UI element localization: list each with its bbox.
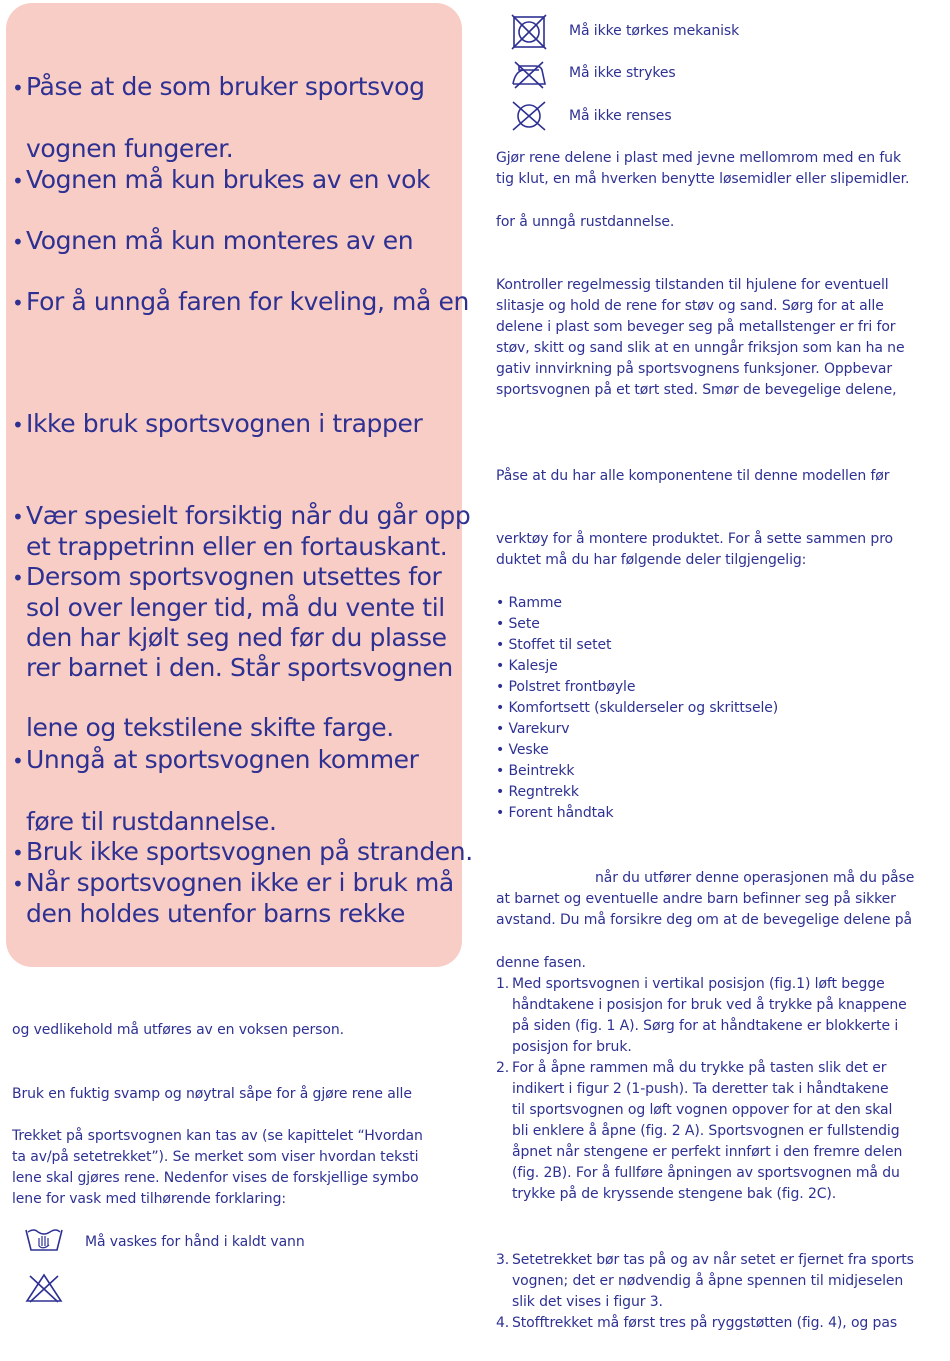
list-item: • Beintrekk — [496, 763, 575, 779]
list-item: • Varekurv — [496, 721, 570, 737]
warning-bullet-5: • Ikke bruk sportsvognen i trapper — [12, 409, 423, 438]
list-item: • Regntrekk — [496, 784, 579, 800]
no-iron-label: Må ikke strykes — [569, 65, 676, 81]
wheels-text: Kontroller regelmessig tilstanden til hjulene for eventuell slitasje og hold de rene for støv og sand. Sørg for at alle delene i plast som beveger seg på metallstenger er fri for støv, skitt og sand slik at en unngår friksjon som kan ha ne gativ innvirkning på sportsvognens funksjoner. Oppbevar sportsvognen på et tørt sted. Smør de bevegelige delene, — [496, 277, 905, 398]
warning-bullet-4: • For å unngå faren for kveling, må en — [12, 287, 469, 316]
maintenance-text: og vedlikehold må utføres av en voksen person. — [12, 1022, 344, 1038]
steps-list-1 — [496, 974, 907, 1205]
hand-wash-icon — [24, 1226, 64, 1254]
warning-bullet-7: • Dersom sportsvognen utsettes for sol over lenger tid, må du vente til den har kjølt seg ned før du plasse rer barnet i den. Står sportsvognen lene og tekstilene skifte farge. — [12, 562, 453, 742]
no-dry-clean-label: Må ikke renses — [569, 108, 672, 124]
rust-text: for å unngå rustdannelse. — [496, 214, 675, 230]
phase-text: denne fasen. — [496, 955, 586, 971]
list-item: 1. Med sportsvognen i vertikal posisjon (fig.1) løft begge håndtakene i posisjon for bruk ved å trykke på knappene på siden (fig. 1 A). Sørg for at håndtakene er blokkerte i posisjon for bruk. — [496, 976, 907, 1055]
warning-bullet-6: • Vær spesielt forsiktig når du går opp et trappetrinn eller en fortauskant. — [12, 501, 471, 561]
list-item: 3. Setetrekket bør tas på og av når setet er fjernet fra sports vognen; det er nødvendig å åpne spennen til midjeselen slik det vises i figur 3. — [496, 1252, 914, 1310]
no-tumble-dry-icon — [511, 14, 547, 50]
warning-bullet-9: • Bruk ikke sportsvognen på stranden. — [12, 837, 473, 866]
list-item: • Polstret frontbøyle — [496, 679, 636, 695]
list-item: • Forent håndtak — [496, 805, 614, 821]
warning-bullet-1: • Påse at de som bruker sportsvog vognen fungerer. — [12, 72, 425, 163]
list-item: • Komfortsett (skulderseler og skrittsele) — [496, 700, 779, 716]
parts-list — [496, 593, 778, 824]
plastic-cleaning-text: Gjør rene delene i plast med jevne mellomrom med en fuk tig klut, en må hverken benytte løsemidler eller slipemidler. — [496, 150, 910, 187]
warning-bullet-10: • Når sportsvognen ikke er i bruk må den holdes utenfor barns rekke — [12, 868, 454, 928]
list-item: • Sete — [496, 616, 540, 632]
no-dry-clean-icon — [511, 100, 547, 132]
list-item: 4. Stofftrekket må først tres på ryggstøtten (fig. 4), og pas — [496, 1315, 898, 1331]
tools-text: verktøy for å montere produktet. For å sette sammen pro duktet må du har følgende deler tilgjengelig: — [496, 531, 894, 568]
components-text: Påse at du har alle komponentene til denne modellen før — [496, 468, 890, 484]
list-item: • Stoffet til setet — [496, 637, 612, 653]
cleaning-text: Bruk en fuktig svamp og nøytral såpe for å gjøre rene alle — [12, 1086, 412, 1102]
washing-text: Trekket på sportsvognen kan tas av (se kapittelet “Hvordan ta av/på setetrekket”). Se merket som viser hvordan teksti lene skal gjøres rene. Nedenfor vises de forskjellige symbo lene for vask med tilhørende forklaring: — [12, 1128, 423, 1207]
no-bleach-icon — [24, 1272, 64, 1304]
warning-bullet-2: • Vognen må kun brukes av en vok — [12, 165, 431, 194]
no-tumble-dry-label: Må ikke tørkes mekanisk — [569, 23, 740, 39]
list-item: • Ramme — [496, 595, 562, 611]
list-item: • Kalesje — [496, 658, 558, 674]
list-item: • Veske — [496, 742, 549, 758]
warning-bullet-8: • Unngå at sportsvognen kommer føre til rustdannelse. — [12, 745, 419, 836]
list-item: 2. For å åpne rammen må du trykke på tasten slik det er indikert i figur 2 (1-push). Ta deretter tak i håndtakene til sportsvognen og løft vognen oppover for at den skal bli enklere å åpne (fig. 2 A). Sportsvognen er fullstendig åpnet når stengene er perfekt innført i den fremre delen (fig. 2B). For å fullføre åpningen av sportsvognen må du trykke på de kryssende stengene bak (fig. 2C). — [496, 1060, 903, 1202]
warning-bullet-3: • Vognen må kun monteres av en — [12, 226, 414, 255]
operation-text: når du utfører denne operasjonen må du påse at barnet og eventuelle andre barn befinner seg på sikker avstand. Du må forsikre deg om at de bevegelige delene på — [496, 870, 915, 928]
no-iron-icon — [509, 60, 549, 90]
hand-wash-label: Må vaskes for hånd i kaldt vann — [85, 1234, 305, 1250]
steps-list-2 — [496, 1250, 914, 1334]
